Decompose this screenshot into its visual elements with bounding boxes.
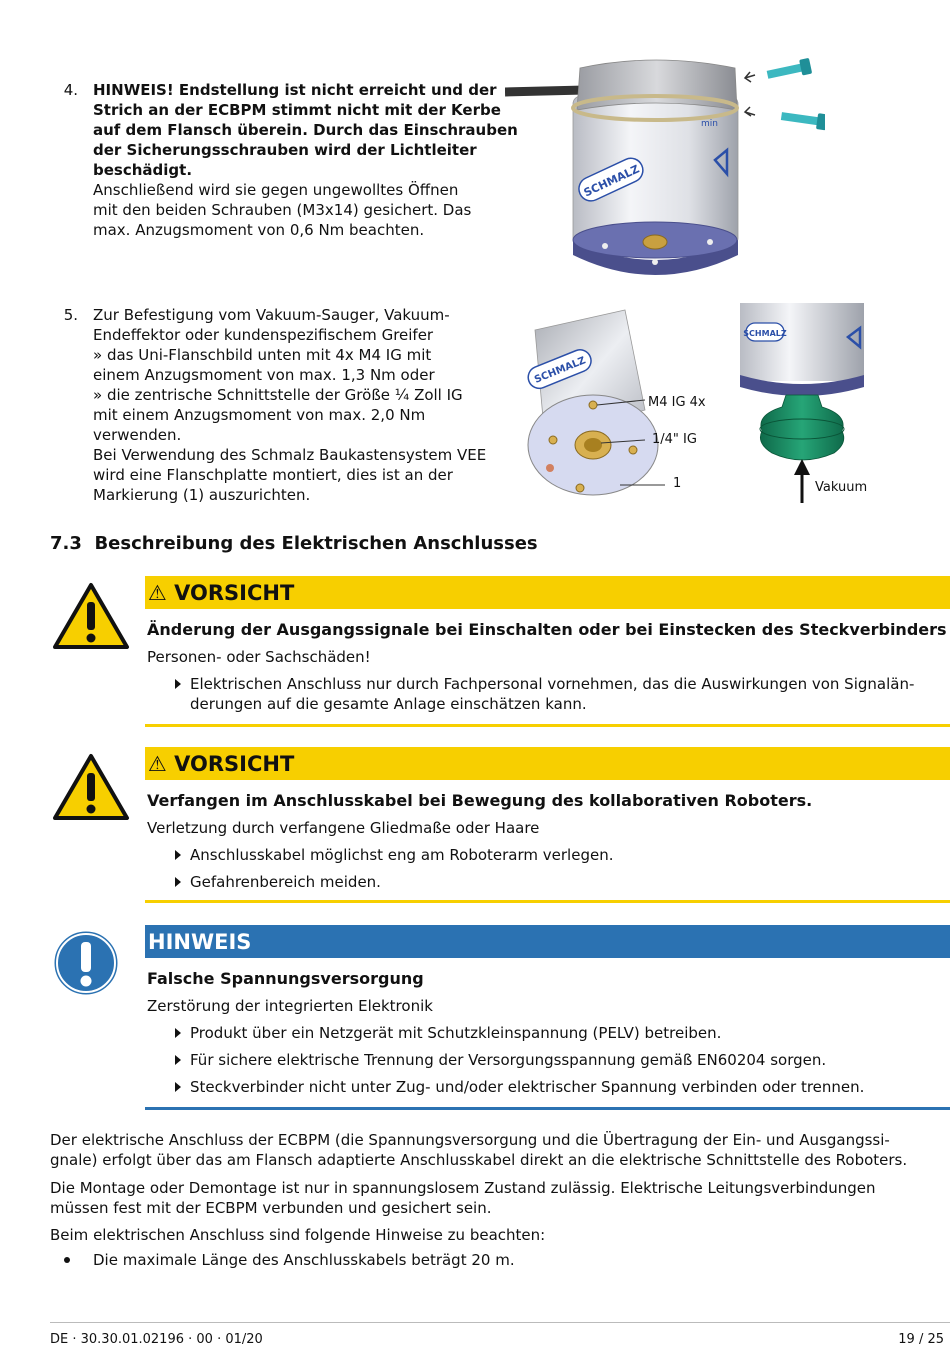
step-5-line: Zur Befestigung vom Vakuum-Sauger, Vakuum- bbox=[93, 306, 450, 324]
label-m4: M4 IG 4x bbox=[648, 395, 706, 410]
caution-rule bbox=[145, 724, 950, 727]
footer-page-number: 19 / 25 bbox=[898, 1332, 944, 1347]
warning-triangle-icon bbox=[52, 582, 130, 650]
step-4-bold-line: HINWEIS! Endstellung ist nicht erreicht und der bbox=[93, 81, 497, 99]
step-5-line: Markierung (1) auszurichten. bbox=[93, 486, 311, 504]
paragraph-line: müssen fest mit der ECBPM verbunden und gesichert sein. bbox=[50, 1199, 492, 1217]
step-4-bold-line: der Sicherungsschrauben wird der Lichtleiter bbox=[93, 141, 477, 159]
step-4-line: mit den beiden Schrauben (M3x14) gesichert. Das bbox=[93, 201, 472, 219]
label-quarter-inch: 1/4" IG bbox=[652, 432, 697, 447]
caution-heading: ⚠ VORSICHT bbox=[145, 747, 950, 780]
paragraph-line: Beim elektrischen Anschluss sind folgende Hinweise zu beachten: bbox=[50, 1226, 546, 1244]
list-item bbox=[145, 674, 950, 714]
step-4-bold-line: auf dem Flansch überein. Durch das Einschrauben bbox=[93, 121, 518, 139]
list-item bbox=[145, 1050, 950, 1070]
paragraph bbox=[50, 1178, 930, 1218]
caution-text: Verletzung durch verfangene Gliedmaße oder Haare bbox=[147, 819, 540, 837]
notice-box bbox=[145, 925, 950, 1097]
caution-box-1 bbox=[145, 576, 950, 714]
bullet-arrow-icon bbox=[175, 679, 181, 689]
bullet-arrow-icon bbox=[175, 1028, 181, 1038]
caution-rule bbox=[145, 900, 950, 903]
list-item bbox=[145, 845, 950, 865]
notice-text: Zerstörung der integrierten Elektronik bbox=[147, 997, 433, 1015]
step-5-line: einem Anzugsmoment von max. 1,3 Nm oder bbox=[93, 366, 435, 384]
step-4-line: max. Anzugsmoment von 0,6 Nm beachten. bbox=[93, 221, 425, 239]
min-label: min bbox=[701, 119, 718, 129]
bullet-dot-icon bbox=[64, 1257, 70, 1263]
notice-heading: HINWEIS bbox=[145, 925, 950, 958]
paragraph-line: Die Montage oder Demontage ist nur in spannungslosem Zustand zulässig. Elektrische Leitungsverbindungen bbox=[50, 1179, 876, 1197]
list-item bbox=[145, 872, 950, 892]
step-5-text bbox=[93, 305, 503, 505]
list-item-text: Anschlusskabel möglichst eng am Roboterarm verlegen. bbox=[190, 846, 614, 864]
caution-heading: ⚠ VORSICHT bbox=[145, 576, 950, 609]
notice-subtitle: Falsche Spannungsversorgung bbox=[147, 969, 424, 988]
section-heading: Beschreibung des Elektrischen Anschlusses bbox=[94, 533, 538, 554]
step-5-line: wird eine Flanschplatte montiert, dies ist an der bbox=[93, 466, 453, 484]
label-vakuum: Vakuum bbox=[815, 480, 868, 495]
bullet-arrow-icon bbox=[175, 850, 181, 860]
footer-doc-id: DE · 30.30.01.02196 · 00 · 01/20 bbox=[50, 1332, 263, 1347]
notice-rule bbox=[145, 1107, 950, 1110]
list-item bbox=[145, 1023, 950, 1043]
caution-box-2 bbox=[145, 747, 950, 892]
mandatory-exclamation-icon bbox=[52, 929, 120, 997]
list-item bbox=[145, 1077, 950, 1097]
section-number: 7.3 bbox=[50, 533, 82, 554]
step-5-line: verwenden. bbox=[93, 426, 182, 444]
list-item-text: Die maximale Länge des Anschlusskabels beträgt 20 m. bbox=[93, 1251, 515, 1269]
step-number: 5. bbox=[63, 306, 78, 324]
list-item-text: Produkt über ein Netzgerät mit Schutzkleinspannung (PELV) betreiben. bbox=[190, 1024, 722, 1042]
caution-subtitle: Änderung der Ausgangssignale bei Einschalten oder bei Einstecken des Steckverbinders bbox=[147, 620, 947, 639]
paragraph-line: Der elektrische Anschluss der ECBPM (die Spannungsversorgung und die Übertragung der Ein- und Ausgangssi- bbox=[50, 1131, 890, 1149]
brand-label: SCHMALZ bbox=[581, 162, 642, 200]
caution-text: Personen- oder Sachschäden! bbox=[147, 648, 371, 666]
step-5-line: Endeffektor oder kundenspezifischem Greifer bbox=[93, 326, 434, 344]
step-5-line: mit einem Anzugsmoment von max. 2,0 Nm bbox=[93, 406, 426, 424]
brand-label: SCHMALZ bbox=[743, 329, 787, 338]
caution-subtitle: Verfangen im Anschlusskabel bei Bewegung des kollaborativen Roboters. bbox=[147, 791, 813, 810]
section-title bbox=[50, 532, 538, 556]
step-4-line: Anschließend wird sie gegen ungewolltes Öffnen bbox=[93, 181, 459, 199]
step-5-line: Bei Verwendung des Schmalz Baukastensystem VEE bbox=[93, 446, 487, 464]
warning-triangle-icon bbox=[52, 753, 130, 821]
step-number: 4. bbox=[63, 81, 78, 99]
step-4-text bbox=[93, 80, 518, 240]
paragraph-line: gnale) erfolgt über das am Flansch adaptierte Anschlusskabel direkt an die elektrische Schnittstelle des Roboters. bbox=[50, 1151, 908, 1169]
bullet-arrow-icon bbox=[175, 1055, 181, 1065]
list-item-text: Für sichere elektrische Trennung der Versorgungsspannung gemäß EN60204 sorgen. bbox=[190, 1051, 827, 1069]
list-item-line: Elektrischen Anschluss nur durch Fachpersonal vornehmen, das die Auswirkungen von Signalän- bbox=[190, 675, 915, 693]
figure-gripper-screws bbox=[505, 50, 825, 280]
paragraph bbox=[50, 1225, 930, 1245]
list-item-text: Steckverbinder nicht unter Zug- und/oder elektrischer Spannung verbinden oder trennen. bbox=[190, 1078, 865, 1096]
step-4-bold-line: Strich an der ECBPM stimmt nicht mit der Kerbe bbox=[93, 101, 501, 119]
bullet-arrow-icon bbox=[175, 1082, 181, 1092]
bullet-arrow-icon bbox=[175, 877, 181, 887]
brand-label: SCHMALZ bbox=[532, 355, 588, 386]
step-4-bold-line: beschädigt. bbox=[93, 161, 193, 179]
step-5-line: » die zentrische Schnittstelle der Größe ¼ Zoll IG bbox=[93, 386, 463, 404]
list-item-line: derungen auf die gesamte Anlage einschätzen kann. bbox=[190, 695, 587, 713]
step-5-line: » das Uni-Flanschbild unten mit 4x M4 IG mit bbox=[93, 346, 432, 364]
paragraph bbox=[50, 1130, 930, 1170]
footer-divider bbox=[50, 1322, 950, 1323]
label-one: 1 bbox=[673, 476, 682, 491]
figure-vacuum-cup bbox=[738, 303, 868, 508]
list-item-text: Gefahrenbereich meiden. bbox=[190, 873, 381, 891]
